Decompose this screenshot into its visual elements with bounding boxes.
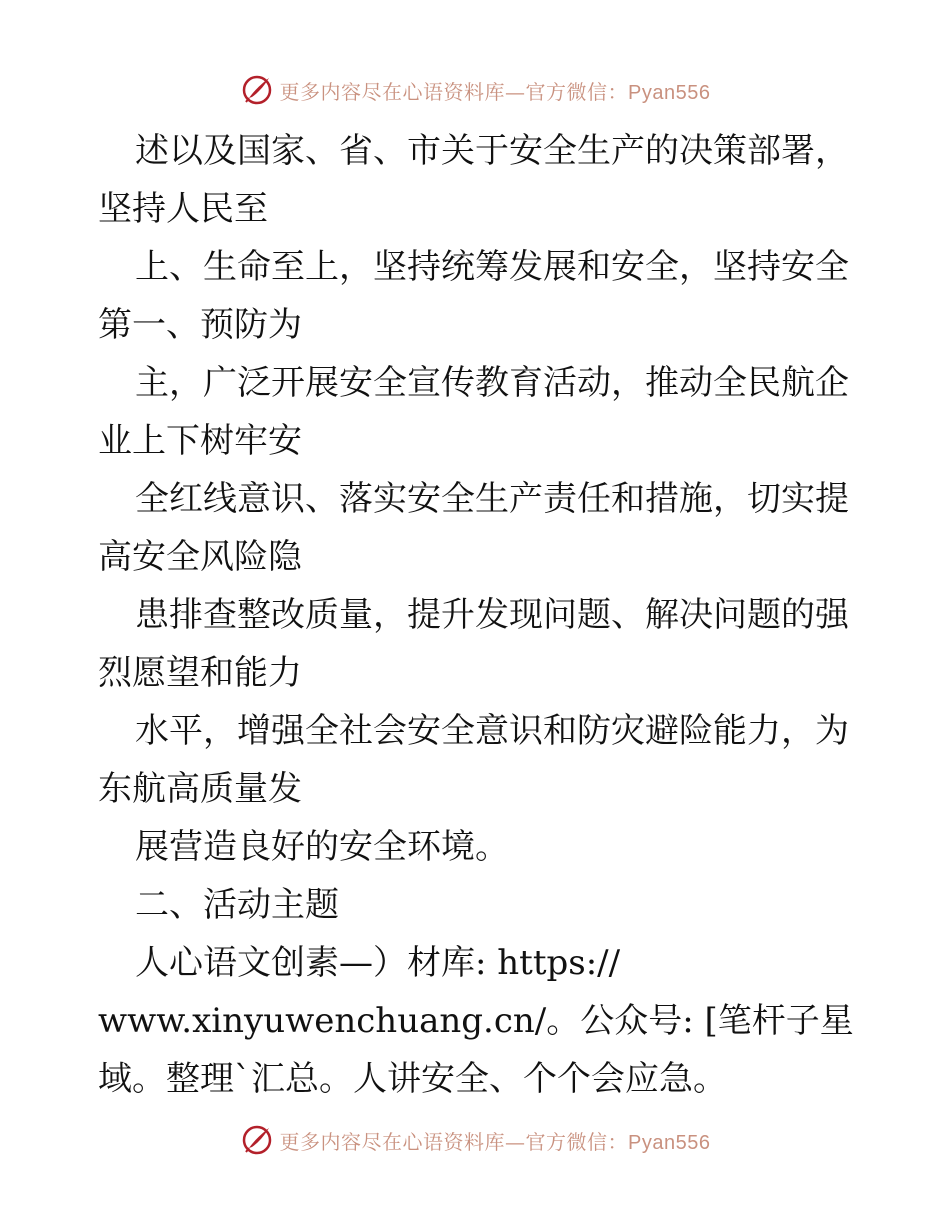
paragraph-line: 上、生命至上，坚持统筹发展和安全，坚持安全 (135, 247, 849, 287)
paragraph-line: 全红线意识、落实安全生产责任和措施，切实提 (135, 479, 849, 519)
footer-banner-text: 更多内容尽在心语资料库—官方微信： (279, 1129, 629, 1154)
paragraph-line: 域。整理`汇总。人讲安全、个个会应急。 (98, 1059, 727, 1099)
header-banner (0, 70, 950, 110)
paragraph-line: www.xinyuwenchuang.cn/。公众号: [笔杆子星 (98, 1001, 854, 1041)
document-body (98, 122, 858, 1108)
footer-banner (0, 1120, 950, 1160)
quill-logo-icon (240, 73, 274, 107)
paragraph-line: 业上下树牢安 (98, 421, 302, 461)
section-heading: 二、活动主题 (135, 885, 339, 925)
paragraph-line: 坚持人民至 (98, 189, 268, 229)
header-banner-text: 更多内容尽在心语资料库—官方微信： (279, 79, 629, 104)
header-banner-id: Pyan556 (628, 81, 711, 104)
quill-logo-icon (240, 1123, 274, 1157)
paragraph-line: 主，广泛开展安全宣传教育活动，推动全民航企 (135, 363, 849, 403)
paragraph-line: 水平，增强全社会安全意识和防灾避险能力，为 (135, 711, 849, 751)
footer-banner-id: Pyan556 (628, 1131, 711, 1154)
paragraph-line: 东航高质量发 (98, 769, 302, 809)
paragraph-line: 人心语文创素—）材库: https:// (135, 943, 621, 983)
paragraph-line: 述以及国家、省、市关于安全生产的决策部署， (135, 131, 849, 171)
paragraph-line: 患排查整改质量，提升发现问题、解决问题的强 (135, 595, 849, 635)
paragraph-line: 第一、预防为 (98, 305, 302, 345)
paragraph-line: 高安全风险隐 (98, 537, 302, 577)
paragraph-line: 烈愿望和能力 (98, 653, 302, 693)
paragraph-line: 展营造良好的安全环境。 (135, 827, 509, 867)
